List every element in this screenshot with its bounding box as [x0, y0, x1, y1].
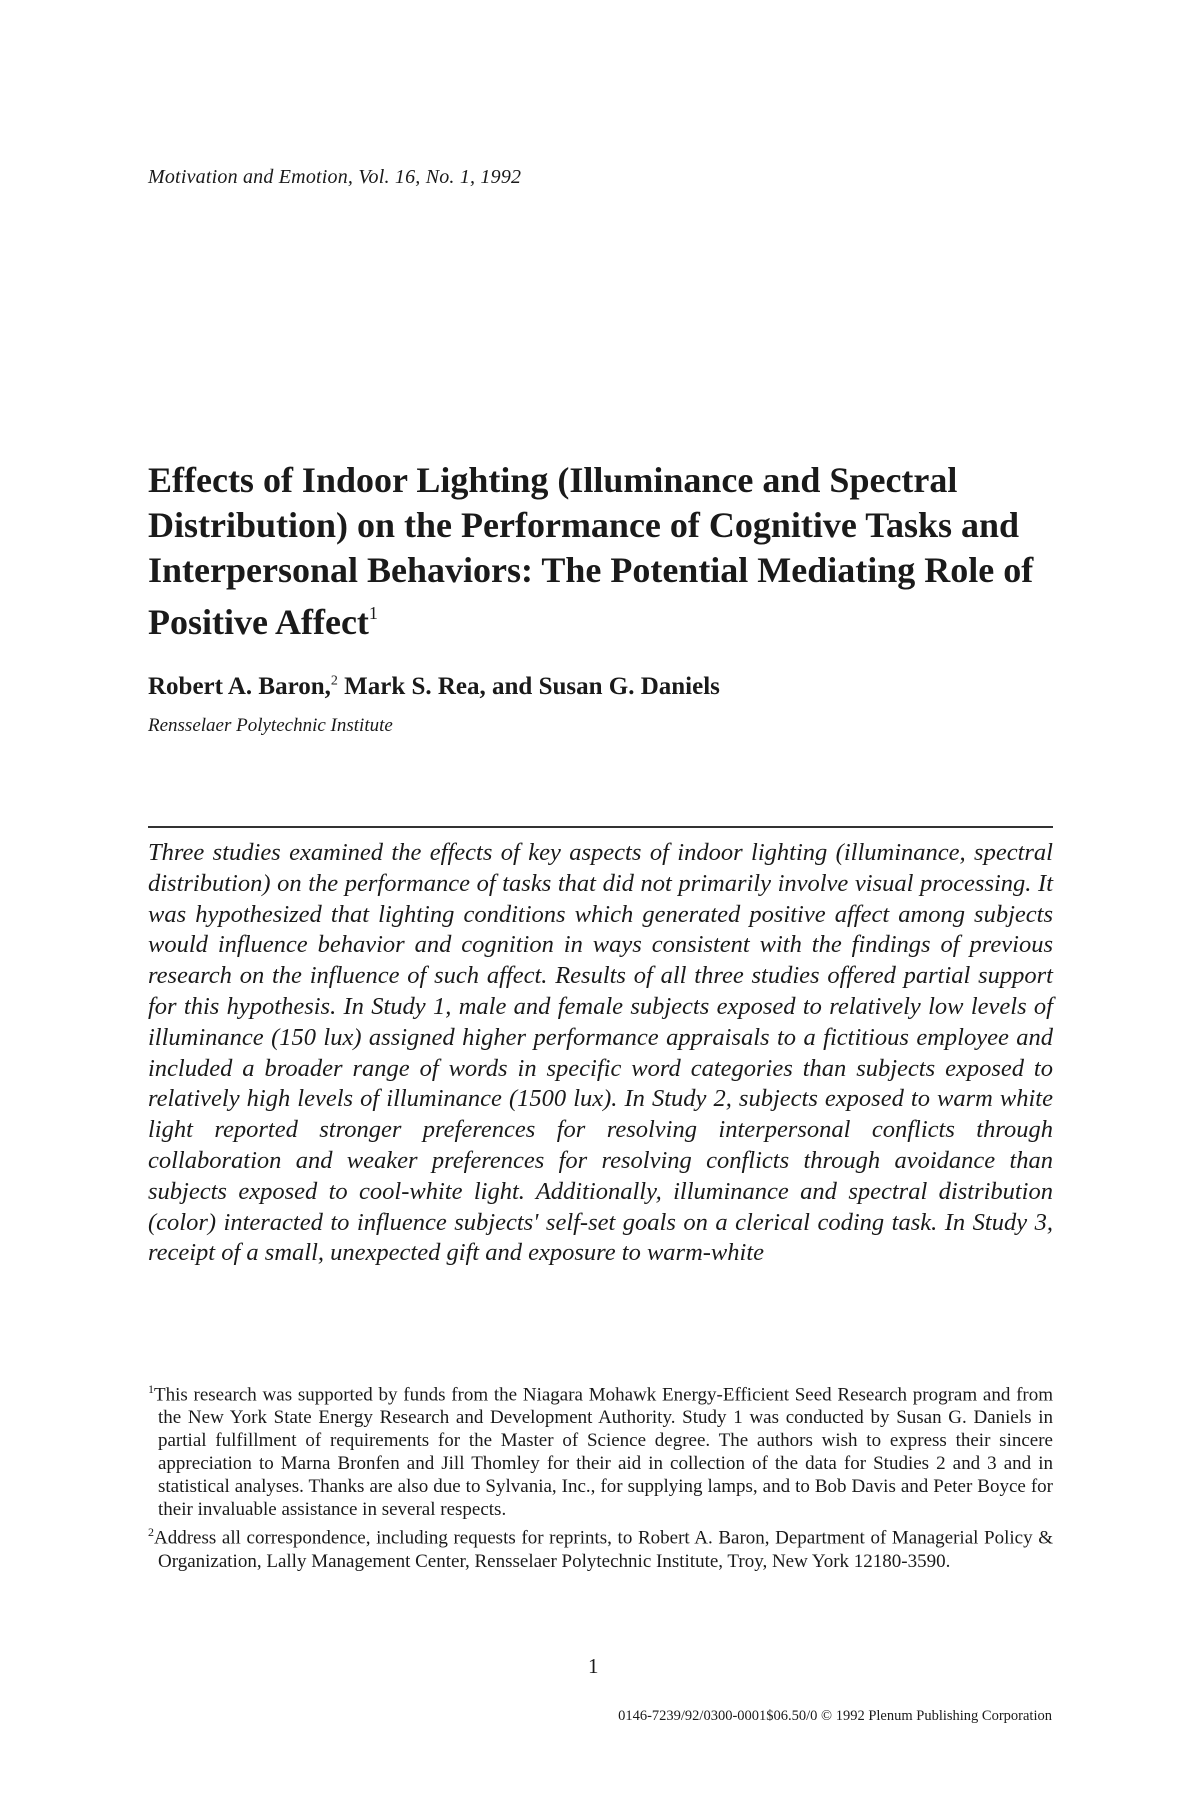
author-list — [148, 673, 720, 701]
article-title — [148, 458, 1068, 645]
journal-citation: Motivation and Emotion, Vol. 16, No. 1, 1992 — [148, 166, 522, 188]
author-footnote-marker: 2 — [330, 673, 338, 689]
page-number: 1 — [588, 1654, 599, 1678]
footnote-1-marker: 1 — [148, 1382, 154, 1396]
author-rest: Mark S. Rea, and Susan G. Daniels — [337, 673, 720, 700]
footnotes — [148, 1378, 1053, 1573]
footnote-2-marker: 2 — [148, 1525, 154, 1540]
footnote-1-text: This research was supported by funds from the Niagara Mohawk Energy-Efficient Seed Research program and from the New York State Energy Research and Development Authority. Study 1 was conducted by Susan G. Daniels in partial fulfillment of requirements for the Master of Science degree. The authors wish to express their sincere appreciation to Marna Bronfen and Jill Thomley for their aid in collection of the data for Studies 2 and 3 and in statistical analyses. Thanks are also due to Sylvania, Inc., for supplying lamps, and to Bob Davis and Peter Boyce for their invaluable assistance in several respects. — [154, 1384, 1053, 1521]
footnote-2 — [148, 1521, 1053, 1572]
author-first: Robert A. Baron, — [148, 673, 331, 700]
author-affiliation: Rensselaer Polytechnic Institute — [148, 715, 393, 736]
abstract-divider — [148, 826, 1053, 828]
copyright-line: 0146-7239/92/0300-0001$06.50/0 © 1992 Plenum Publishing Corporation — [618, 1708, 1052, 1724]
article-title-text: Effects of Indoor Lighting (Illuminance and Spectral Distribution) on the Performance of Cognitive Tasks and Interpersonal Behaviors: The Potential Mediating Role of Positive Affect — [148, 460, 1034, 642]
abstract-text: Three studies examined the effects of key aspects of indoor lighting (illuminance, spectral distribution) on the performance of tasks that did not primarily involve visual processing. It was hypothesized that lighting conditions which generated positive affect among subjects would influence behavior and cognition in ways consistent with the findings of previous research on the influence of such affect. Results of all three studies offered partial support for this hypothesis. In Study 1, male and female subjects exposed to relatively low levels of illuminance (150 lux) assigned higher performance appraisals to a fictitious employee and included a broader range of words in specific word categories than subjects exposed to relatively high levels of illuminance (1500 lux). In Study 2, subjects exposed to warm white light reported stronger preferences for resolving interpersonal conflicts through collaboration and weaker preferences for resolving conflicts through avoidance than subjects exposed to cool-white light. Additionally, illuminance and spectral distribution (color) interacted to influence subjects' self-set goals on a clerical coding task. In Study 3, receipt of a small, unexpected gift and exposure to warm-white — [148, 839, 1053, 1267]
footnote-2-text: Address all correspondence, including requests for reprints, to Robert A. Baron, Department of Managerial Policy & Organization, Lally Management Center, Rensselaer Polytechnic Institute, Troy, New York 12180-3590. — [154, 1527, 1053, 1572]
footnote-1 — [148, 1378, 1053, 1521]
title-footnote-marker: 1 — [368, 603, 378, 623]
